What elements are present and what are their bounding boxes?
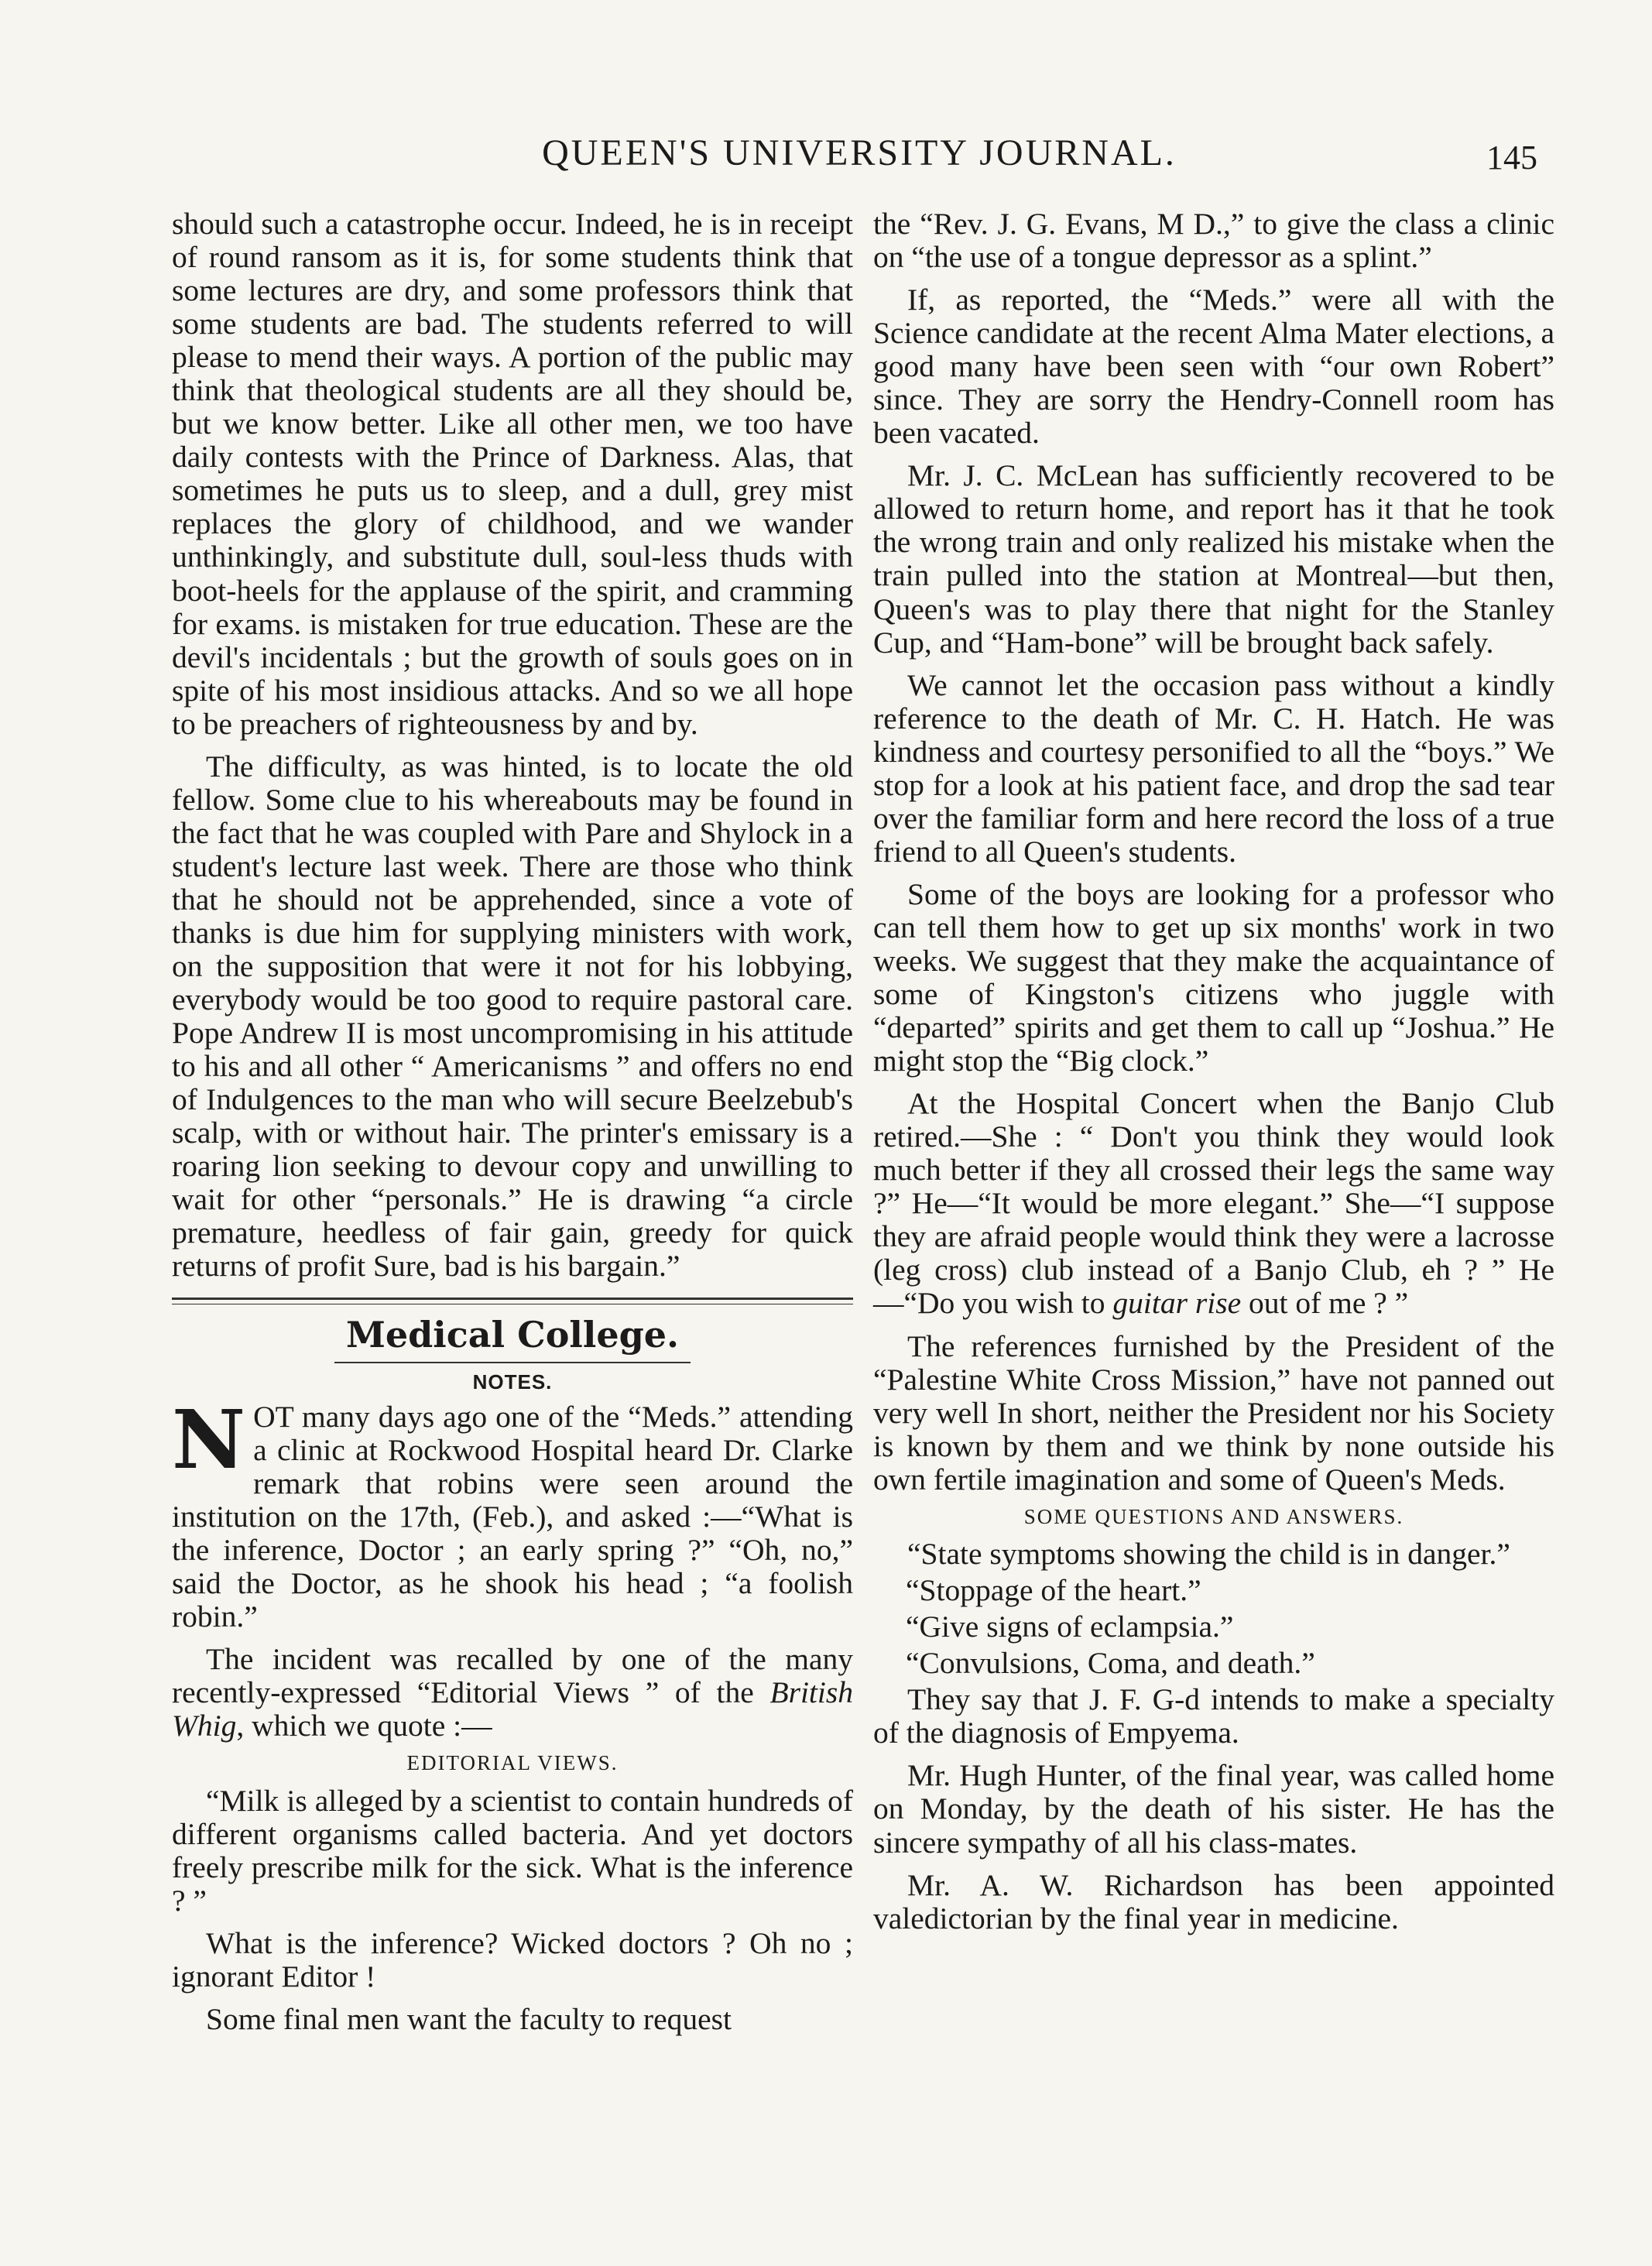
- paragraph: should such a catastrophe occur. Indeed, he is in receipt of round ransom as it is, for some students think that some lectures are dry, and some professors think that some students are bad. The students referred to will please to mend their ways. A portion of the public may think that theological students are all they should be, but we know better. Like all other men, we too have daily contests with the Prince of Darkness. Alas, that sometimes he puts us to sleep, and a dull, grey mist replaces the glory of childhood, and we wander unthinkingly, and substitute dull, soul-less thuds with boot-heels for the applause of the spirit, and cramming for exams. is mistaken for true education. These are the devil's incidentals ; but the growth of souls goes on in spite of his most insidious attacks. And so we all hope to be preachers of righteousness by and by.: [172, 207, 853, 741]
- paragraph-text: , which we quote :—: [236, 1709, 492, 1743]
- running-title: QUEEN'S UNIVERSITY JOURNAL.: [542, 132, 1177, 173]
- paragraph: What is the inference? Wicked doctors ? Oh no ; ignorant Editor !: [172, 1926, 853, 1994]
- left-column: [172, 207, 853, 2045]
- qa-heading: SOME QUESTIONS AND ANSWERS.: [1023, 1504, 1404, 1528]
- paragraph: If, as reported, the “Meds.” were all with the Science candidate at the recent Alma Mater elections, a good many have been seen with “our own Robert” since. They are sorry the Hendry-Connell room has been vacated.: [873, 283, 1554, 451]
- paragraph: the “Rev. J. G. Evans, M D.,” to give the class a clinic on “the use of a tongue depressor as a splint.”: [873, 207, 1554, 275]
- qa-line: “State symptoms showing the child is in danger.”: [907, 1537, 1510, 1572]
- title-rule: [334, 1362, 691, 1363]
- qa-line: “Give signs of eclampsia.”: [906, 1610, 1234, 1644]
- paragraph-text: The incident was recalled by one of the many recently-expressed “Editorial Views ” of the: [172, 1642, 853, 1710]
- qa-line: “Stoppage of the heart.”: [906, 1573, 1201, 1608]
- paragraph: We cannot let the occasion pass without a kindly reference to the death of Mr. C. H. Hatch. He was kindness and courtesy personified to all the “boys.” We stop for a look at his patient face, and drop the sad tear over the familiar form and here record the loss of a true friend to all Queen's students.: [873, 667, 1554, 869]
- notes-label: NOTES.: [472, 1370, 553, 1394]
- paragraph: [172, 1391, 853, 1634]
- paragraph: [172, 1643, 853, 1743]
- paragraph: Mr. Hugh Hunter, of the final year, was called home on Monday, by the death of his sister. He has the sincere sympathy of all his class-mates.: [873, 1758, 1554, 1860]
- paragraph: The difficulty, as was hinted, is to locate the old fellow. Some clue to his whereabouts may be found in the fact that he was coupled with Pare and Shylock in a student's lecture last week. There are those who think that he should not be apprehended, since a vote of thanks is due him for supplying ministers with work, on the supposition that were it not for his lobbying, everybody would be too good to require pastoral care. Pope Andrew II is most uncompromising in his attitude to his and all other “ Americanisms ” and offers no end of Indulgences to the man who will secure Beelzebub's scalp, with or without hair. The printer's emissary is a roaring lion seeking to devour copy and unwilling to wait for other “personals.” He is drawing “a circle premature, heedless of fair gain, greedy for quick returns of profit Sure, bad is his bargain.”: [172, 749, 853, 1284]
- italic-pun: guitar rise: [1112, 1286, 1242, 1321]
- section-title: Medical College.: [345, 1313, 680, 1356]
- editorial-heading: EDITORIAL VIEWS.: [406, 1751, 619, 1775]
- paragraph: The references furnished by the President of the “Palestine White Cross Mission,” have not panned out very well In short, neither the President nor his Society is known by them and we think by none outside his own fertile imagination and some of Queen's Meds.: [873, 1328, 1554, 1496]
- editorial-quote: “Milk is alleged by a scientist to contain hundreds of different organisms called bacteria. And yet doctors freely prescribe milk for the sick. What is the inference ? ”: [172, 1783, 853, 1918]
- right-column: [873, 207, 1554, 1945]
- paragraph: [873, 1087, 1554, 1320]
- page-header: [0, 132, 1652, 186]
- paragraph: Mr. A. W. Richardson has been appointed valedictorian by the final year in medicine.: [873, 1867, 1554, 1935]
- section-divider: [172, 1298, 853, 1304]
- page-number: 145: [1486, 139, 1537, 177]
- drop-cap: N: [172, 1391, 246, 1487]
- paragraph-text: out of me ? ”: [1241, 1286, 1409, 1321]
- paragraph: Mr. J. C. McLean has sufficiently recovered to be allowed to return home, and report has it that he took the wrong train and only realized his mistake when the train pulled into the station at Montreal—but then, Queen's was to play there that night for the Stanley Cup, and “Ham-bone” will be brought back safely.: [873, 458, 1554, 660]
- paragraph: Some final men want the faculty to request: [206, 2002, 732, 2037]
- paragraph: They say that J. F. G-d intends to make a specialty of the diagnosis of Empyema.: [873, 1682, 1554, 1750]
- newspaper-title: British Whig: [172, 1675, 853, 1743]
- paragraph-text: At the Hospital Concert when the Banjo Club retired.—She : “ Don't you think they would look much better if they all crossed their legs the same way ?” He—“It would be more elegant.” She—“I suppose they are afraid people would think they were a lacrosse (leg cross) club instead of a Banjo Club, eh ? ” He—“Do you wish to: [873, 1086, 1554, 1321]
- paragraph-text: OT many days ago one of the “Meds.” attending a clinic at Rockwood Hospital heard Dr. Clarke remark that robins were seen around the institution on the 17th, (Feb.), and asked :—“What is the inference, Doctor ; an early spring ?” “Oh, no,” said the Doctor, as he shook his head ; “a foolish robin.”: [172, 1399, 853, 1634]
- paragraph: Some of the boys are looking for a professor who can tell them how to get up six months' work in two weeks. We suggest that they make the acquaintance of some of Kingston's citizens who juggle with “departed” spirits and get them to call up “Joshua.” He might stop the “Big clock.”: [873, 876, 1554, 1078]
- qa-line: “Convulsions, Coma, and death.”: [906, 1646, 1315, 1681]
